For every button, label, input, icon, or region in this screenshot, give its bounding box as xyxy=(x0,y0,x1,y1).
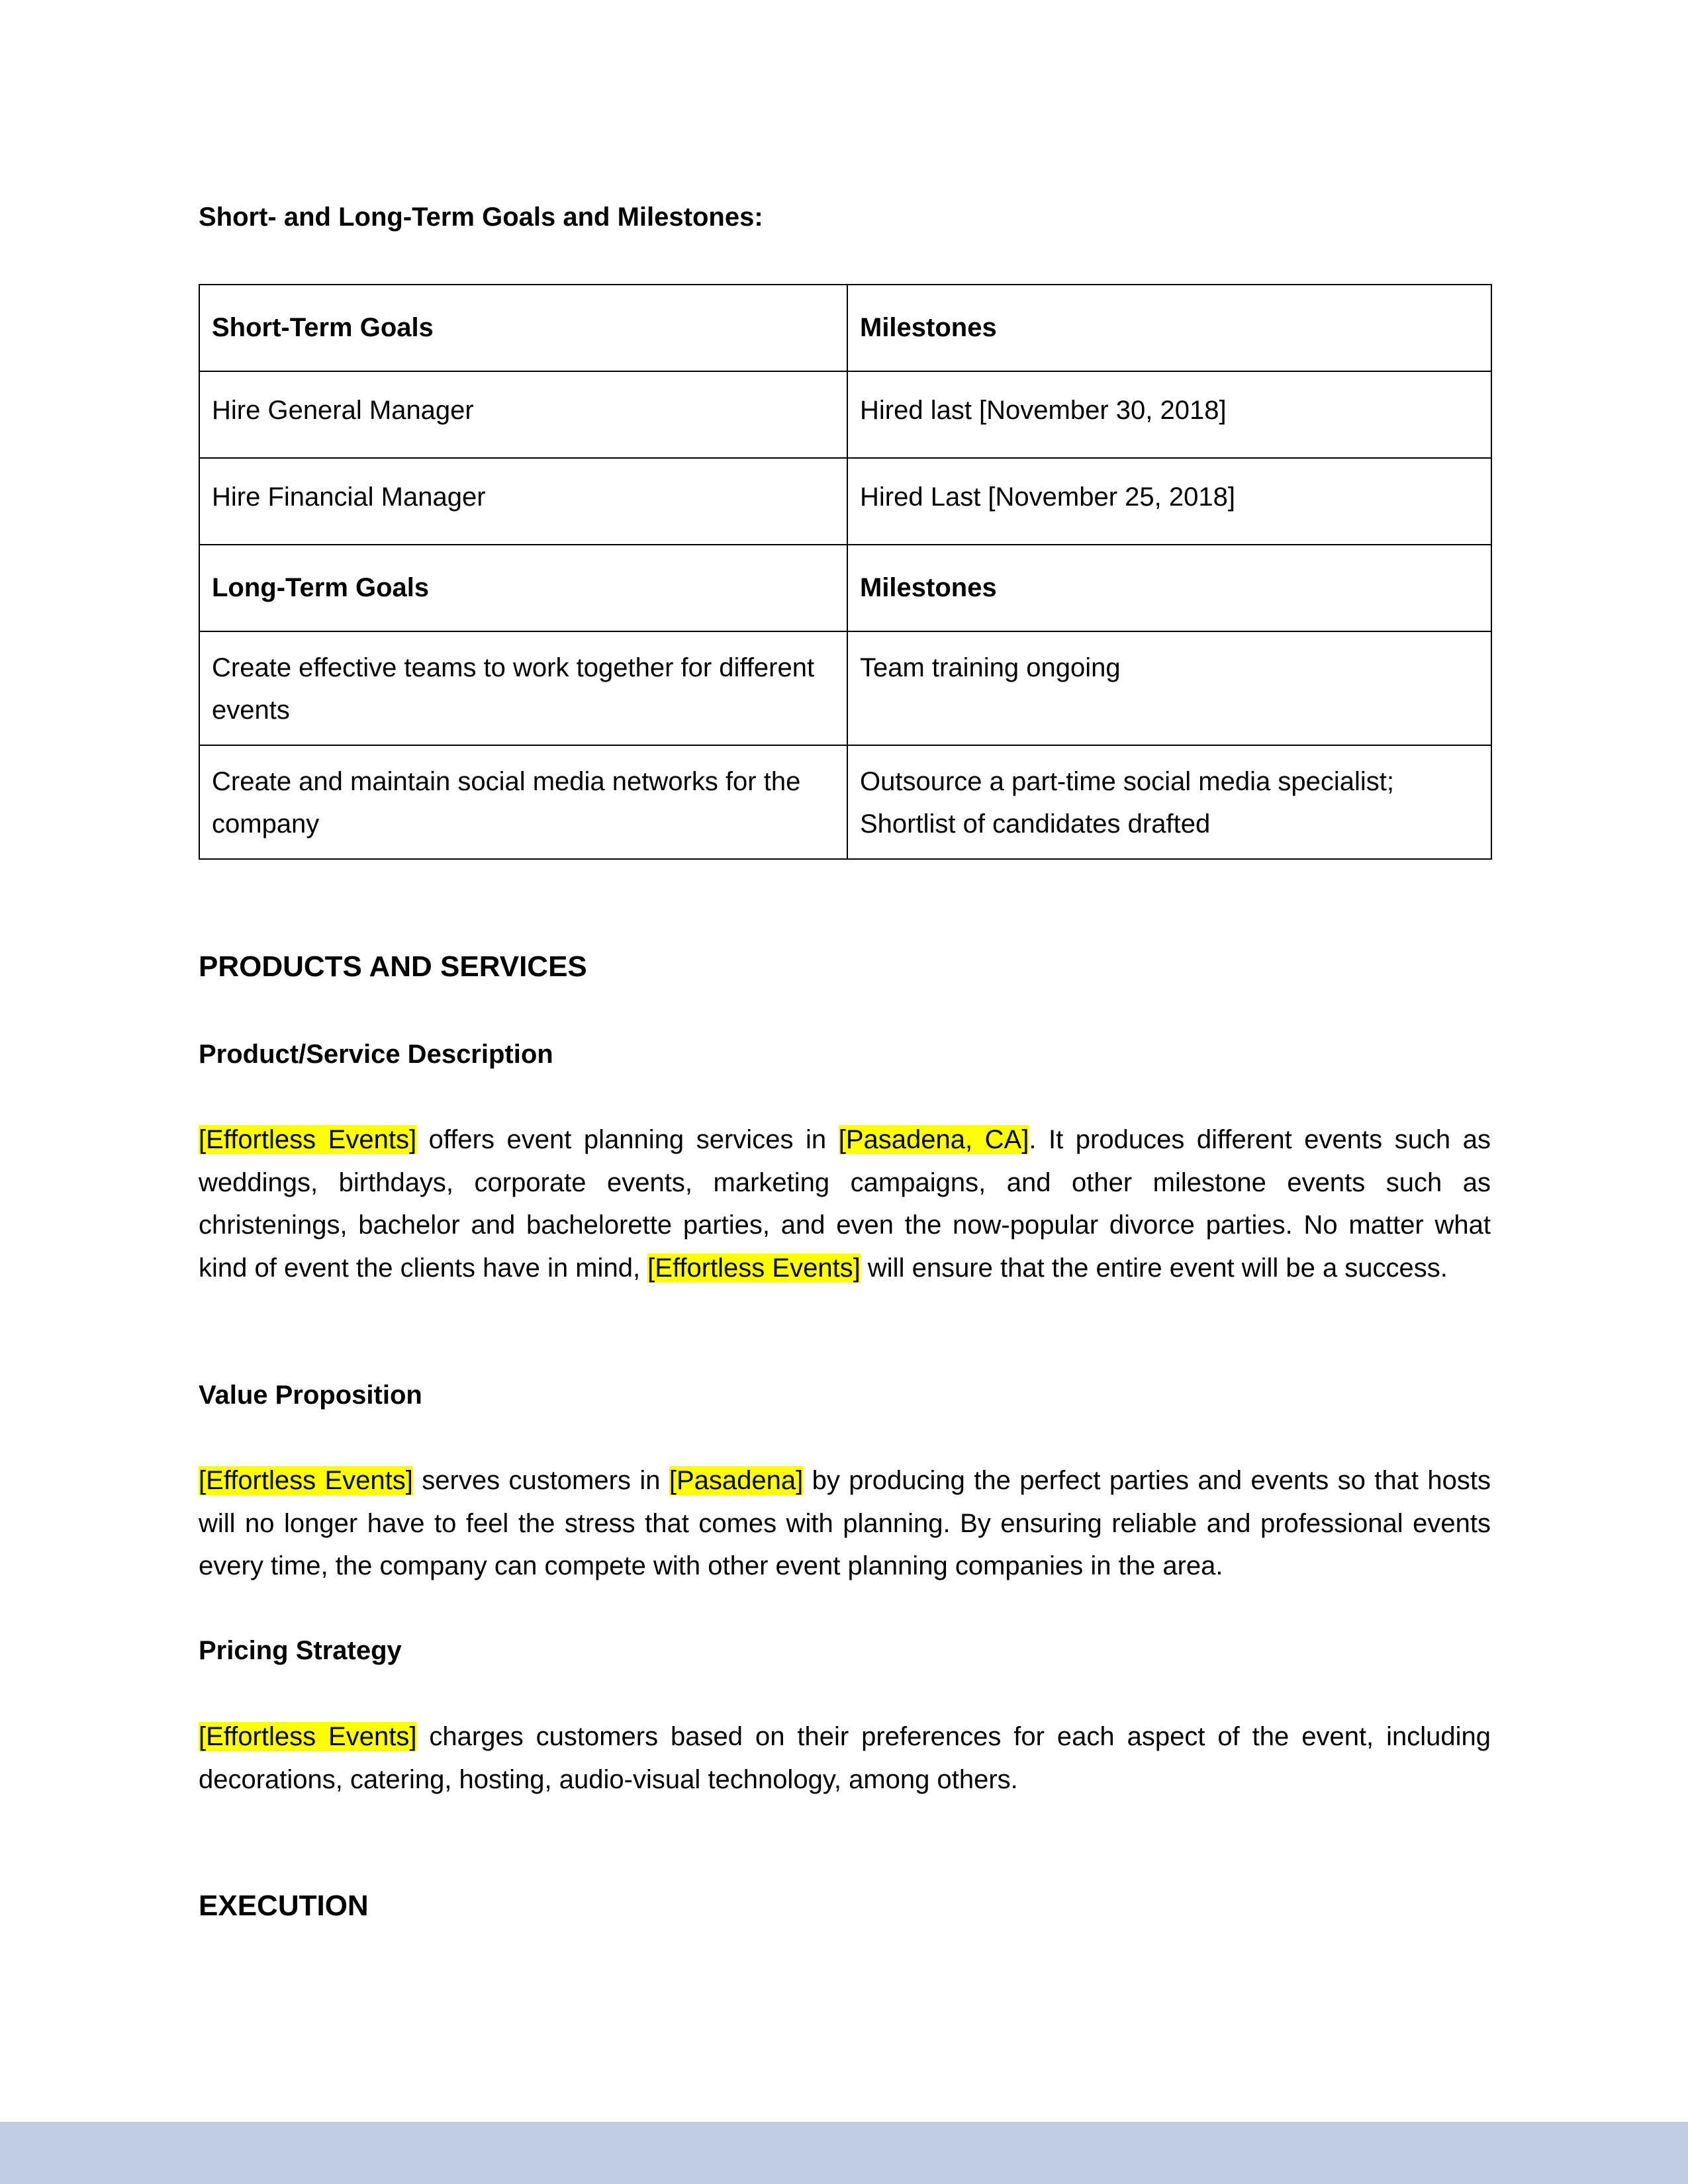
description-heading: Product/Service Description xyxy=(199,1040,553,1069)
company-name-highlight: [Effortless Events] xyxy=(199,1125,417,1154)
paragraph-text: . It produces different events such as weddings, birthdays, corporate events, marketing campaigns, and other milestone events such as christenings, bachelor and bachelorette parties, and even the now-popular divorce parties. No matter what kind of event the clients have in mind, xyxy=(199,1125,1491,1283)
table-row xyxy=(199,458,1491,545)
table-header-row xyxy=(199,545,1491,631)
goal-cell: Create effective teams to work together for different events xyxy=(199,631,847,745)
footer-band xyxy=(0,2122,1688,2184)
milestone-cell: Hired Last [November 25, 2018] xyxy=(847,458,1491,545)
value-proposition-heading: Value Proposition xyxy=(199,1381,422,1410)
short-term-goals-header: Short-Term Goals xyxy=(199,285,847,371)
long-term-milestones-header: Milestones xyxy=(847,545,1491,631)
table-row xyxy=(199,745,1491,859)
goal-cell: Create and maintain social media networks for the company xyxy=(199,745,847,859)
goals-milestones-table xyxy=(199,284,1492,860)
company-name-highlight: [Effortless Events] xyxy=(647,1253,861,1283)
milestone-cell: Outsource a part-time social media specialist; Shortlist of candidates drafted xyxy=(847,745,1491,859)
goal-cell: Hire General Manager xyxy=(199,371,847,458)
paragraph-text: offers event planning services in xyxy=(416,1125,839,1154)
description-paragraph xyxy=(199,1118,1491,1289)
goal-cell: Hire Financial Manager xyxy=(199,458,847,545)
products-section-title: PRODUCTS AND SERVICES xyxy=(199,950,587,983)
table-header-row xyxy=(199,285,1491,371)
goals-section-title: Short- and Long-Term Goals and Milestones: xyxy=(199,203,763,232)
long-term-goals-header: Long-Term Goals xyxy=(199,545,847,631)
paragraph-text: charges customers based on their preferences for each aspect of the event, including decorations, catering, hosting, audio-visual technology, among others. xyxy=(199,1722,1491,1794)
milestone-cell: Team training ongoing xyxy=(847,631,1491,745)
location-highlight: [Pasadena, CA] xyxy=(838,1125,1029,1154)
value-proposition-paragraph xyxy=(199,1459,1491,1588)
table-row xyxy=(199,631,1491,745)
pricing-strategy-paragraph xyxy=(199,1715,1491,1801)
company-name-highlight: [Effortless Events] xyxy=(199,1466,413,1495)
company-name-highlight: [Effortless Events] xyxy=(199,1722,417,1751)
short-term-milestones-header: Milestones xyxy=(847,285,1491,371)
paragraph-text: by producing the perfect parties and events so that hosts will no longer have to feel the stress that comes with planning. By ensuring reliable and professional events every time, the company can compete with other event planning companies in the area. xyxy=(199,1466,1491,1580)
location-highlight: [Pasadena] xyxy=(669,1466,804,1495)
execution-section-title: EXECUTION xyxy=(199,1889,369,1922)
milestone-cell: Hired last [November 30, 2018] xyxy=(847,371,1491,458)
paragraph-text: serves customers in xyxy=(412,1466,669,1495)
paragraph-text: will ensure that the entire event will be a success. xyxy=(860,1253,1448,1283)
pricing-strategy-heading: Pricing Strategy xyxy=(199,1636,402,1665)
table-row xyxy=(199,371,1491,458)
